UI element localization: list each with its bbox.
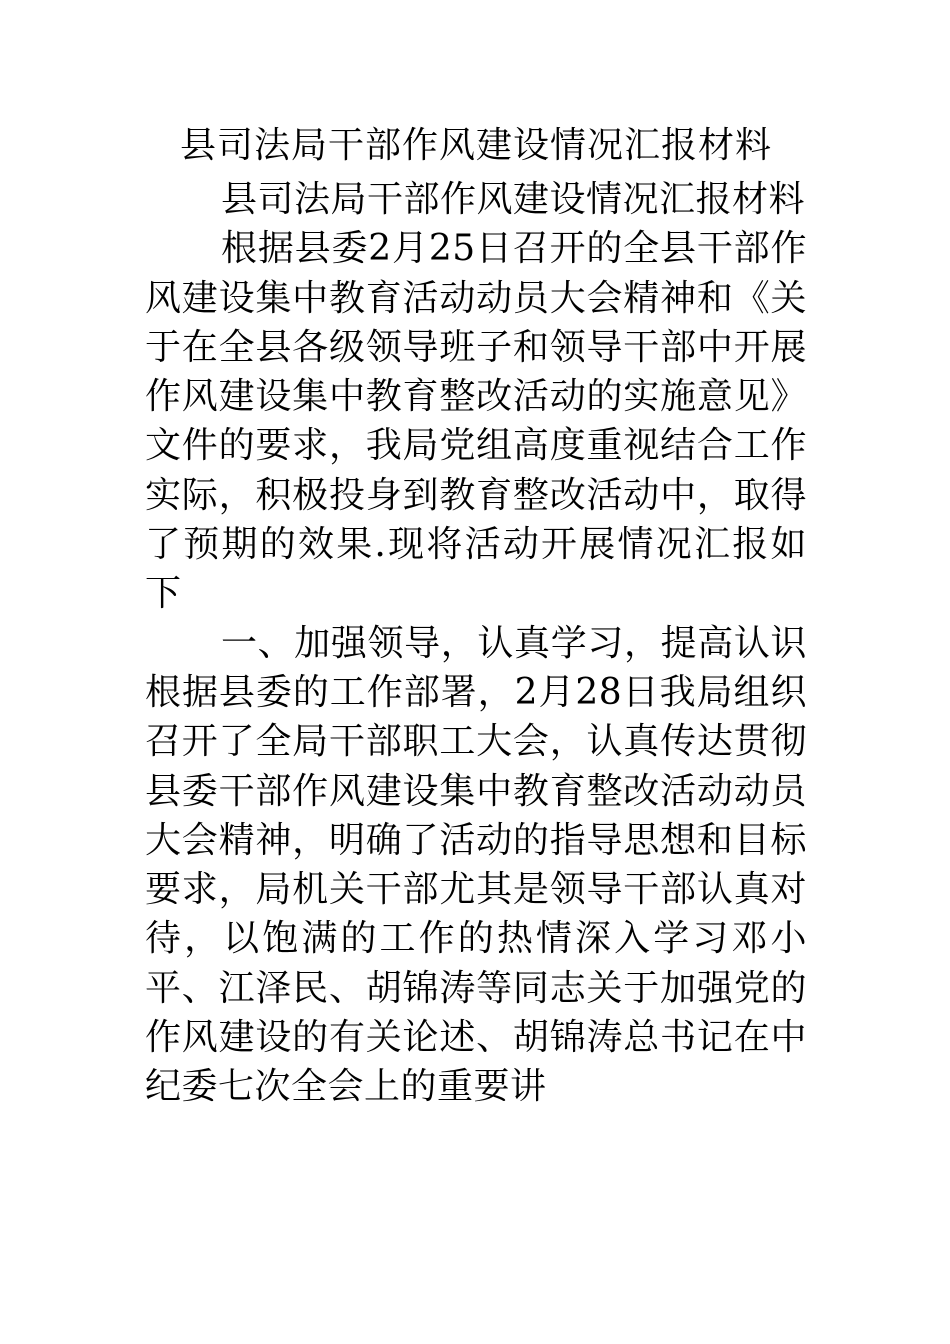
document-title: 县司法局干部作风建设情况汇报材料	[179, 125, 772, 166]
document-page	[145, 122, 807, 1112]
intro-paragraph: 根据县委2月25日召开的全县干部作风建设集中教育活动动员大会精神和《关于在全县各级领导班子和领导干部中开展作风建设集中教育整改活动的实施意见》文件的要求，我局党组高度重视结合工作实际，积极投身到教育整改活动中，取得了预期的效果.现将活动开展情况汇报如下	[145, 228, 807, 615]
section-one-paragraph: 一、加强领导，认真学习，提高认识根据县委的工作部署，2月28日我局组织召开了全局干部职工大会，认真传达贯彻县委干部作风建设集中教育整改活动动员大会精神，明确了活动的指导思想和目标要求，局机关干部尤其是领导干部认真对待，以饱满的工作的热情深入学习邓小平、江泽民、胡锦涛等同志关于加强党的作风建设的有关论述、胡锦涛总书记在中纪委七次全会上的重要讲	[145, 622, 807, 1108]
subtitle-paragraph: 县司法局干部作风建设情况汇报材料	[221, 179, 806, 220]
